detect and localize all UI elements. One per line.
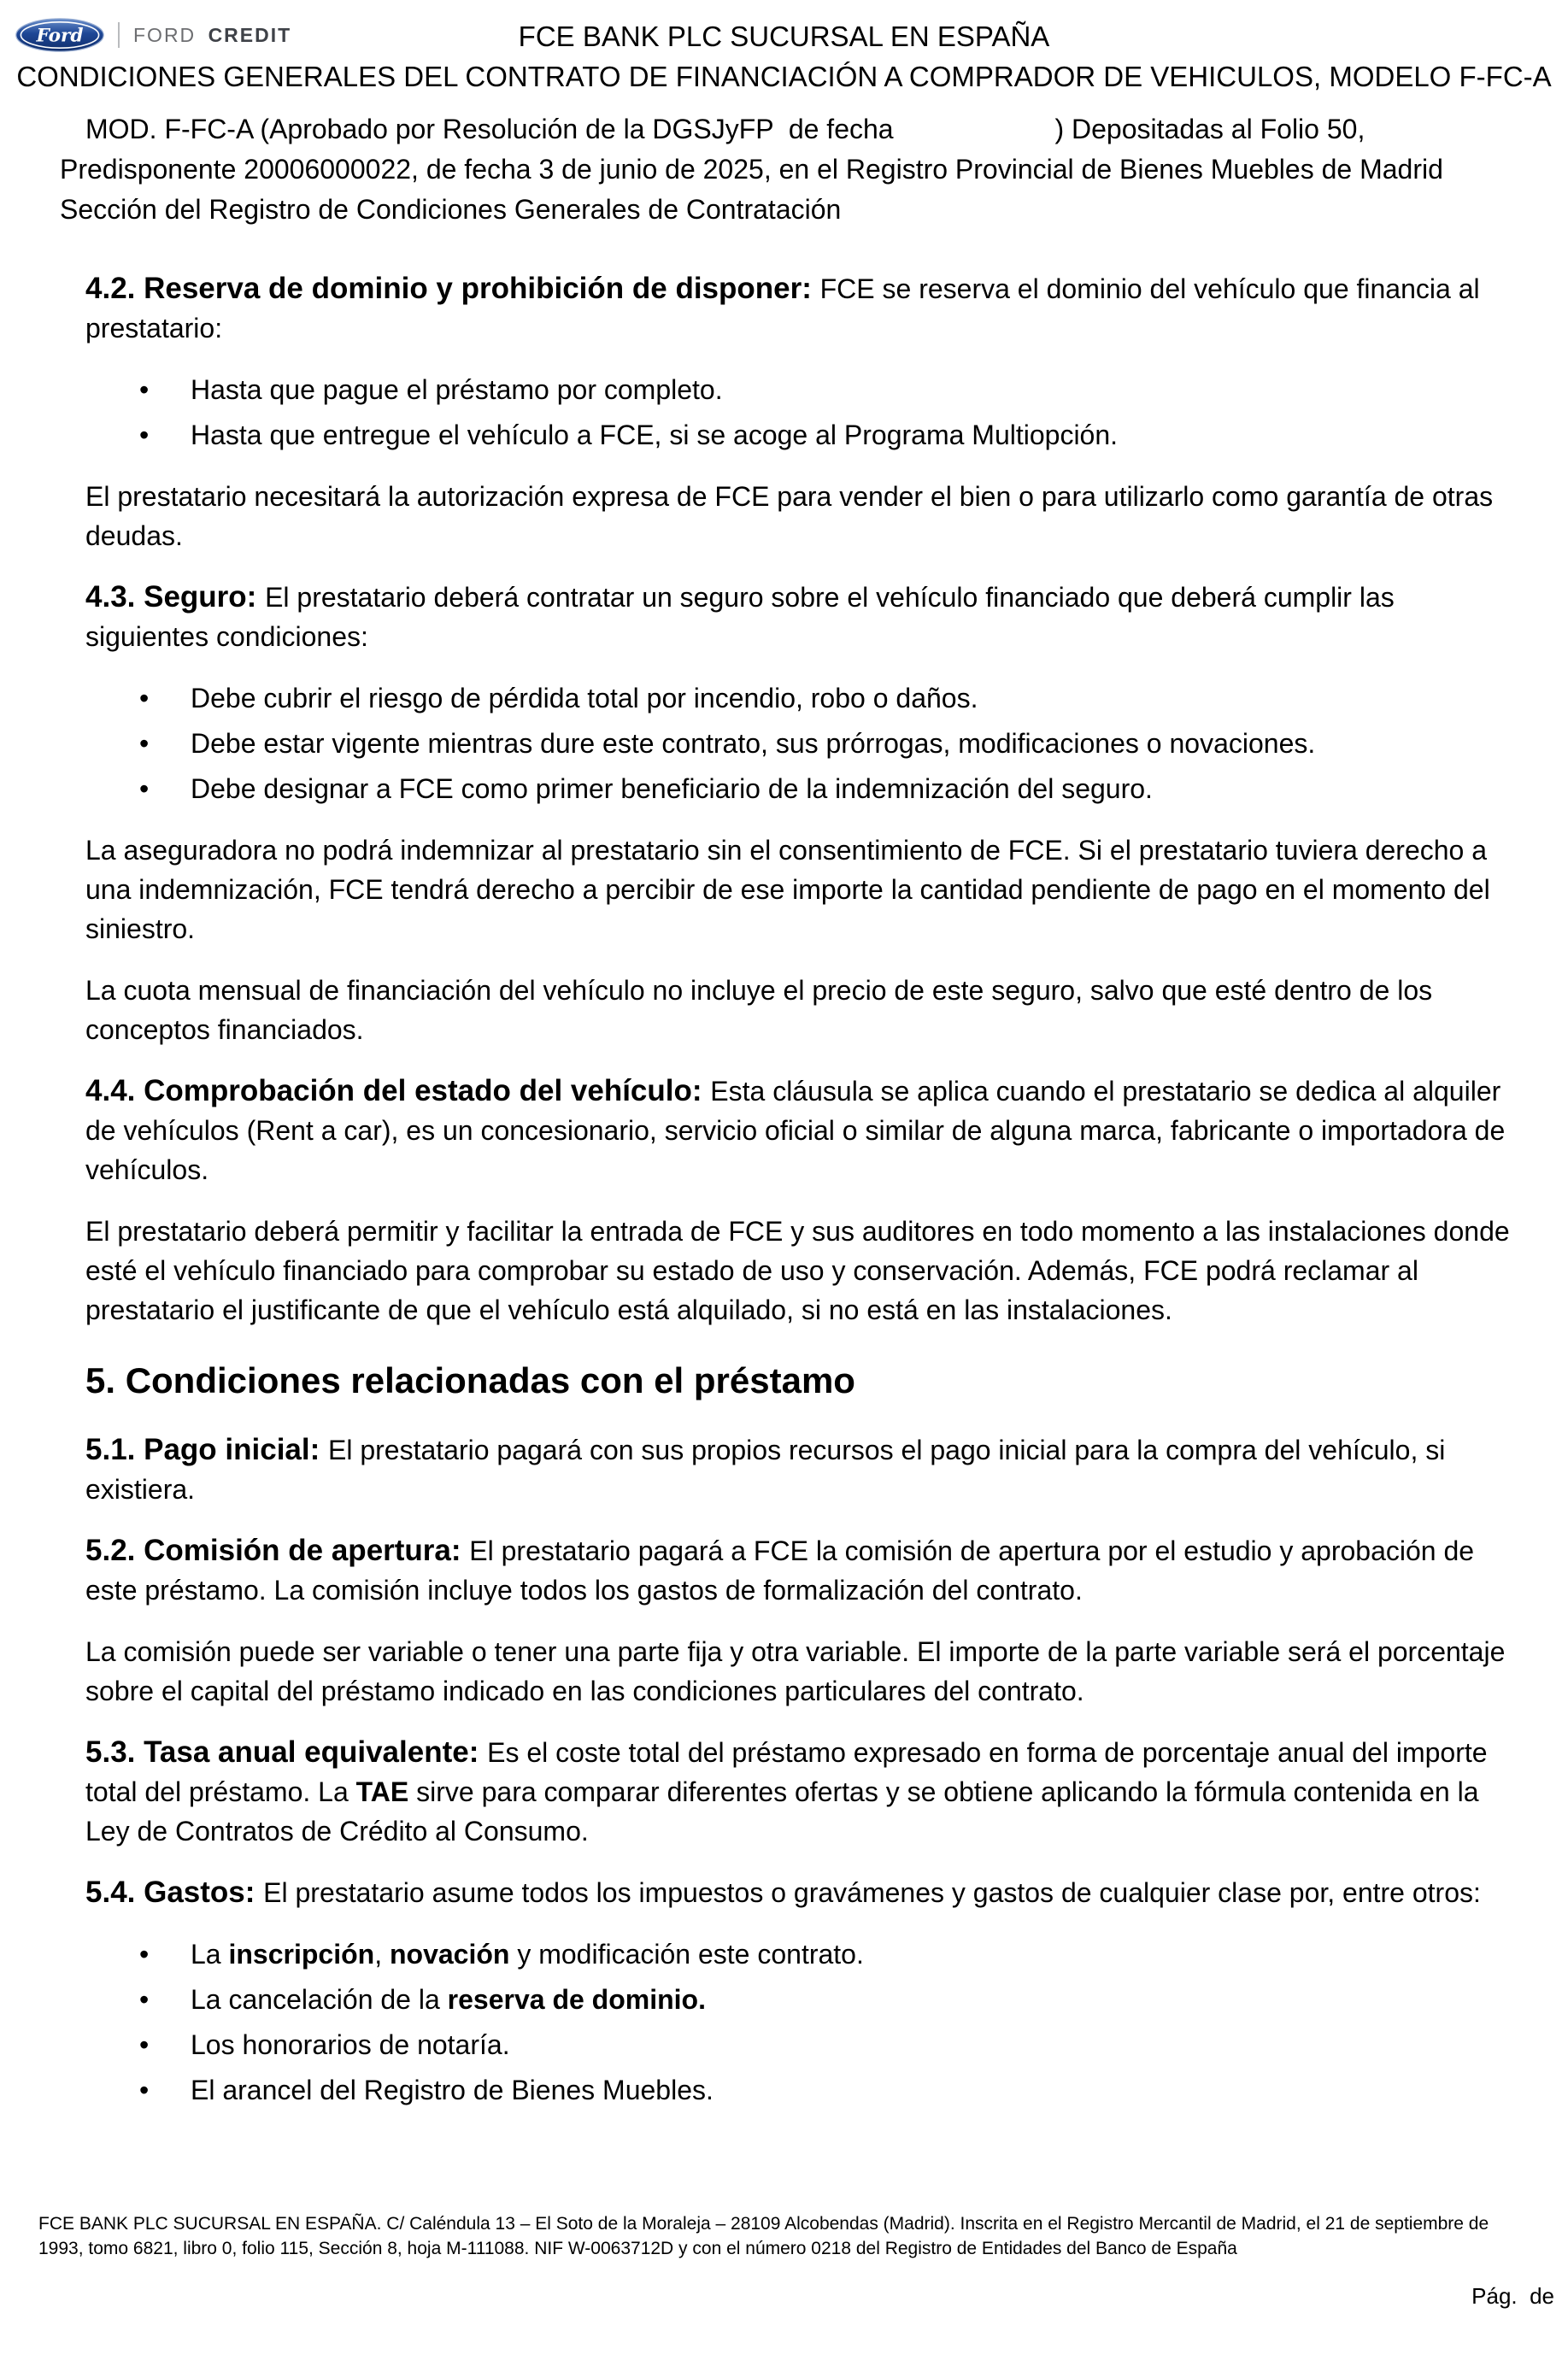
bold-text: reserva de dominio. — [447, 1984, 706, 2015]
text-run: MOD. F-FC-A (Aprobado por Resolución de la DGSJyFP de fecha — [85, 114, 901, 144]
main-section-heading: 5. Condiciones relacionadas con el préstamo — [85, 1360, 855, 1400]
bullet-item — [85, 415, 1510, 455]
text-run: El prestatario deberá contratar un seguro sobre el vehículo financiado que deberá cumplir las siguientes condiciones: — [85, 582, 1395, 652]
bold-text: novación — [389, 1939, 510, 1970]
text-run: El arancel del Registro de Bienes Muebles. — [191, 2075, 714, 2105]
bullet-icon: • — [139, 1939, 150, 1970]
bullet-text — [191, 1939, 864, 1970]
clause-paragraph — [85, 1733, 1510, 1851]
bullet-item — [85, 2025, 1510, 2064]
text-run: La aseguradora no podrá indemnizar al prestatario sin el consentimiento de FCE. Si el prestatario tuviera derecho a una indemnización, FCE tendrá derecho a percibir de ese importe la cantidad pendiente de pago en el momento del siniestro. — [85, 835, 1490, 944]
bullet-text — [191, 2075, 714, 2105]
bullet-icon: • — [139, 773, 150, 804]
bold-text: 4.4. Comprobación del estado del vehículo: — [85, 1074, 711, 1107]
bullet-icon: • — [139, 1984, 150, 2015]
brand-logo-row — [15, 15, 291, 55]
document-title: FCE BANK PLC SUCURSAL EN ESPAÑA — [518, 21, 1050, 52]
bullet-text — [191, 683, 978, 713]
text-run: Los honorarios de notaría. — [191, 2029, 510, 2060]
page-header — [0, 0, 1568, 230]
bullet-item — [85, 370, 1510, 409]
text-run: El prestatario deberá permitir y facilitar la entrada de FCE y sus auditores en todo momento a las instalaciones donde esté el vehículo financiado para comprobar su estado de uso y conservación. Además, FCE podrá reclamar al prestatario el justificante de que el vehículo está alquilado, si no está en las instalaciones. — [85, 1216, 1510, 1325]
text-run: El prestatario asume todos los impuestos o gravámenes y gastos de cualquier clase por, entre otros: — [263, 1877, 1481, 1908]
document-body — [85, 269, 1510, 2110]
text-run: Esta cláusula se aplica cuando el prestatario se dedica al alquiler de vehículos (Rent a car), es un concesionario, servicio oficial o similar de alguna marca, fabricante o importadora de vehículos. — [85, 1076, 1506, 1185]
bullet-list — [85, 370, 1510, 455]
text-run: La cuota mensual de financiación del vehículo no incluye el precio de este seguro, salvo que esté dentro de los conceptos financiados. — [85, 975, 1433, 1045]
document-subtitle: CONDICIONES GENERALES DEL CONTRATO DE FINANCIACIÓN A COMPRADOR DE VEHICULOS, MODELO F-FC-A — [16, 61, 1552, 92]
bullet-text — [191, 374, 723, 405]
bullet-item — [85, 2070, 1510, 2110]
clause-paragraph — [85, 1531, 1510, 1610]
text-run: Debe cubrir el riesgo de pérdida total por incendio, robo o daños. — [191, 683, 978, 713]
bullet-text — [191, 420, 1118, 450]
bold-text: TAE — [355, 1776, 409, 1807]
ford-credit-wordmark — [133, 15, 291, 55]
paragraph — [85, 1632, 1510, 1711]
registry-note — [60, 109, 1518, 230]
bold-text: inscripción — [228, 1939, 375, 1970]
clause-paragraph — [85, 1072, 1510, 1189]
wordmark-ford: FORD — [133, 24, 197, 46]
bullet-icon: • — [139, 728, 150, 759]
footer-legal-text: FCE BANK PLC SUCURSAL EN ESPAÑA. C/ Caléndula 13 – El Soto de la Moraleja – 28109 Alcobendas (Madrid). Inscrita en el Registro Mercantil de Madrid, el 21 de septiembre de 1993, tomo 6821, libro 0, folio 115, Sección 8, hoja M-111088. NIF W-0063712D y con el número 0218 del Registro de Entidades del Banco de España — [38, 2214, 1489, 2258]
bullet-text — [191, 1984, 706, 2015]
text-run: La comisión puede ser variable o tener una parte fija y otra variable. El importe de la parte variable será el porcentaje sobre el capital del préstamo indicado en las condiciones particulares del contrato. — [85, 1636, 1506, 1706]
text-run: El prestatario necesitará la autorización expresa de FCE para vender el bien o para utilizarlo como garantía de otras deudas. — [85, 481, 1494, 551]
text-run: Debe estar vigente mientras dure este contrato, sus prórrogas, modificaciones o novaciones. — [191, 728, 1316, 759]
bullet-icon: • — [139, 374, 150, 405]
paragraph — [85, 971, 1510, 1049]
bullet-list — [85, 678, 1510, 808]
bullet-item — [85, 724, 1510, 763]
bold-text: 5.4. Gastos: — [85, 1876, 264, 1909]
text-run: Es el coste total del préstamo expresado en forma de porcentaje anual del importe total del préstamo. La — [85, 1737, 1488, 1807]
text-run: La cancelación de la — [191, 1984, 448, 2015]
text-run: y modificación este contrato. — [509, 1939, 864, 1970]
logo-divider — [118, 22, 120, 48]
text-run: ) Depositadas al Folio 50, Predisponente 20006000022, de fecha 3 de junio de 2025, en el Registro Provincial de Bienes Muebles de Madrid Sección del Registro de Condiciones Generales de Contratación — [60, 114, 1451, 225]
paragraph — [85, 831, 1510, 948]
wordmark-credit: CREDIT — [208, 24, 292, 46]
text-run: FCE se reserva el dominio del vehículo que financia al prestatario: — [85, 273, 1480, 343]
bullet-icon: • — [139, 420, 150, 450]
clause-paragraph — [85, 578, 1510, 656]
bullet-icon: • — [139, 2029, 150, 2060]
text-run: Debe designar a FCE como primer beneficiario de la indemnización del seguro. — [191, 773, 1153, 804]
text-run: Hasta que entregue el vehículo a FCE, si se acoge al Programa Multiopción. — [191, 420, 1119, 450]
page-number-label: Pág. de — [1471, 2283, 1554, 2309]
text-run: sirve para comparar diferentes ofertas y se obtiene aplicando la fórmula contenida en la Ley de Contratos de Crédito al Consumo. — [85, 1776, 1479, 1847]
bullet-item — [85, 769, 1510, 808]
bold-text: 5.1. Pago inicial: — [85, 1433, 328, 1466]
text-run: La — [191, 1939, 229, 1970]
bullet-text — [191, 728, 1315, 759]
bullet-text — [191, 773, 1153, 804]
bold-text: 5.3. Tasa anual equivalente: — [85, 1735, 488, 1769]
bullet-icon: • — [139, 683, 150, 713]
bullet-item — [85, 1935, 1510, 1974]
text-run: Hasta que pague el préstamo por completo. — [191, 374, 723, 405]
clause-paragraph — [85, 269, 1510, 348]
bold-text: 4.3. Seguro: — [85, 580, 266, 614]
text-run: El prestatario pagará con sus propios recursos el pago inicial para la compra del vehículo, si existiera. — [85, 1435, 1446, 1505]
clause-paragraph — [85, 1873, 1510, 1912]
bullet-item — [85, 1980, 1510, 2019]
text-run: , — [374, 1939, 390, 1970]
bullet-item — [85, 678, 1510, 718]
bullet-text — [191, 2029, 510, 2060]
paragraph — [85, 477, 1510, 555]
ford-oval-icon — [15, 18, 104, 52]
bold-text: 4.2. Reserva de dominio y prohibición de disponer: — [85, 272, 820, 305]
bullet-icon: • — [139, 2075, 150, 2105]
paragraph — [85, 1212, 1510, 1330]
svg-text:Ford: Ford — [36, 25, 84, 47]
bullet-list — [85, 1935, 1510, 2110]
clause-paragraph — [85, 1430, 1510, 1509]
bold-text: 5.2. Comisión de apertura: — [85, 1534, 470, 1567]
text-run: El prestatario pagará a FCE la comisión de apertura por el estudio y aprobación de este préstamo. La comisión incluye todos los gastos de formalización del contrato. — [85, 1535, 1475, 1606]
